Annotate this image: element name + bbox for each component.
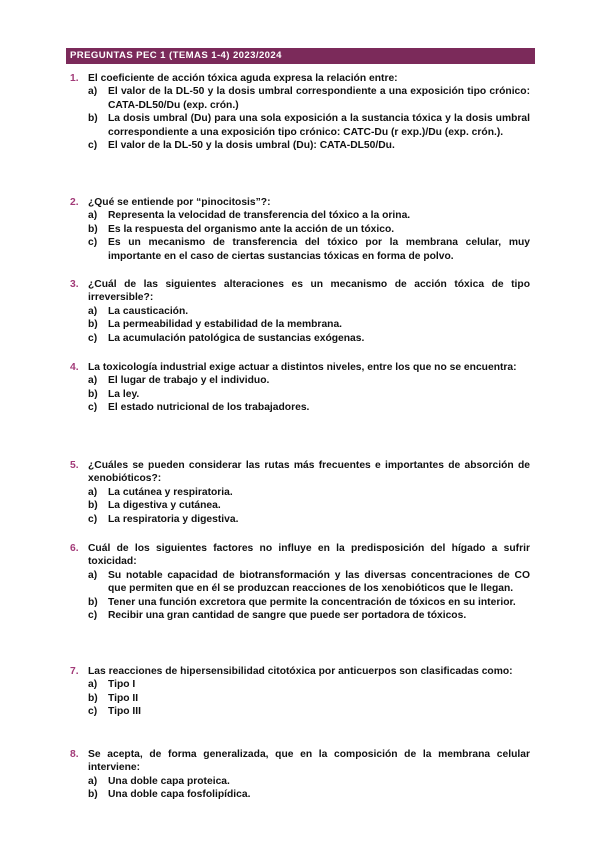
options-list: [66, 85, 530, 152]
options-list: [66, 209, 530, 263]
option-text: La dosis umbral (Du) para una sola exposición a la sustancia tóxica y la dosis umbral correspondiente a una exposición tipo crónico: CATC-Du (r exp.)/Du (exp. crón.).: [108, 113, 530, 138]
option-c: [66, 609, 530, 622]
question-7: [66, 665, 530, 719]
question-stem-row: [66, 72, 530, 85]
option-text: La respiratoria y digestiva.: [108, 513, 239, 525]
option-text: El valor de la DL-50 y la dosis umbral correspondiente a una exposición tipo crónico: CATA-DL50/Du (exp. crón.): [108, 86, 530, 111]
option-text: Representa la velocidad de transferencia del tóxico a la orina.: [108, 210, 411, 222]
option-label: c): [88, 706, 98, 718]
question-text: La toxicología industrial exige actuar a distintos niveles, entre los que no se encuentra:: [88, 362, 517, 373]
option-text: La causticación.: [108, 305, 189, 317]
option-label: b): [88, 223, 98, 235]
option-b: [66, 499, 530, 512]
option-a: [66, 486, 530, 499]
option-a: [66, 209, 530, 222]
option-label: a): [88, 375, 98, 387]
option-text: Es la respuesta del organismo ante la acción de un tóxico.: [108, 223, 395, 235]
question-3: [66, 278, 530, 345]
option-text: La permeabilidad y estabilidad de la membrana.: [108, 319, 343, 331]
question-text: Cuál de los siguientes factores no influye en la predisposición del hígado a sufrir toxicidad:: [88, 543, 530, 568]
option-text: Su notable capacidad de biotransformación y las diversas concentraciones de CO que permiten que en él se produzcan reacciones de los xenobióticos que le llegan.: [108, 569, 530, 595]
option-b: [66, 788, 530, 801]
question-stem-row: [66, 542, 530, 569]
question-number: 1.: [70, 73, 79, 84]
header-bar: [66, 48, 535, 64]
option-b: [66, 318, 530, 331]
question-text: ¿Qué se entiende por “pinocitosis”?:: [88, 197, 271, 208]
option-label: c): [88, 332, 98, 344]
option-label: a): [88, 486, 98, 498]
option-b: [66, 112, 530, 139]
question-text: ¿Cuáles se pueden considerar las rutas más frecuentes e importantes de absorción de xenobióticos?:: [88, 460, 530, 485]
option-label: a): [88, 679, 98, 691]
question-4: [66, 361, 530, 415]
question-number: 4.: [70, 362, 79, 373]
options-list: [66, 374, 530, 414]
question-6: [66, 542, 530, 622]
question-number: 8.: [70, 749, 79, 760]
option-label: b): [88, 596, 98, 608]
question-5: [66, 459, 530, 526]
question-8: [66, 748, 530, 802]
question-stem-row: [66, 278, 530, 305]
option-c: [66, 705, 530, 718]
question-stem-row: [66, 748, 530, 775]
option-label: b): [88, 319, 98, 331]
question-number: 7.: [70, 666, 79, 677]
option-a: [66, 374, 530, 387]
option-label: a): [88, 305, 98, 317]
question-stem-row: [66, 361, 530, 374]
option-text: Tipo I: [108, 679, 136, 691]
question-text: Las reacciones de hipersensibilidad citotóxica por anticuerpos son clasificadas como:: [88, 666, 513, 677]
option-label: b): [88, 789, 98, 801]
question-1: [66, 72, 530, 152]
option-text: Una doble capa proteica.: [108, 775, 230, 787]
options-list: [66, 775, 530, 802]
option-label: b): [88, 113, 98, 125]
options-list: [66, 569, 530, 623]
options-list: [66, 678, 530, 718]
option-b: [66, 388, 530, 401]
option-text: El valor de la DL-50 y la dosis umbral (Du): CATA-DL50/Du.: [108, 140, 395, 152]
option-a: [66, 775, 530, 788]
question-2: [66, 196, 530, 263]
option-text: La cutánea y respiratoria.: [108, 486, 233, 498]
question-text: ¿Cuál de las siguientes alteraciones es un mecanismo de acción tóxica de tipo irreversible?:: [88, 279, 530, 304]
option-c: [66, 236, 530, 263]
question-stem-row: [66, 196, 530, 209]
option-text: Recibir una gran cantidad de sangre que puede ser portadora de tóxicos.: [108, 610, 467, 622]
option-label: c): [88, 610, 98, 622]
option-a: [66, 85, 530, 112]
question-text: El coeficiente de acción tóxica aguda expresa la relación entre:: [88, 73, 398, 84]
question-stem-row: [66, 665, 530, 678]
option-label: a): [88, 210, 98, 222]
options-list: [66, 305, 530, 345]
option-label: b): [88, 388, 98, 400]
options-list: [66, 486, 530, 526]
option-label: a): [88, 569, 98, 581]
question-text: Se acepta, de forma generalizada, que en la composición de la membrana celular interviene:: [88, 749, 530, 774]
option-b: [66, 223, 530, 236]
option-a: [66, 678, 530, 691]
option-text: El estado nutricional de los trabajadores.: [108, 402, 310, 414]
question-number: 3.: [70, 279, 79, 290]
option-c: [66, 401, 530, 414]
option-text: Es un mecanismo de transferencia del tóxico por la membrana celular, muy importante en el caso de ciertas sustancias tóxicas en forma de polvo.: [108, 237, 530, 262]
option-text: Tener una función excretora que permite la concentración de tóxicos en su interior.: [108, 596, 516, 608]
option-label: c): [88, 237, 98, 249]
option-label: a): [88, 775, 98, 787]
question-stem-row: [66, 459, 530, 486]
option-label: c): [88, 140, 98, 152]
page-title: PREGUNTAS PEC 1 (TEMAS 1-4) 2023/2024: [70, 50, 282, 61]
option-text: Una doble capa fosfolipídica.: [108, 789, 251, 801]
option-label: a): [88, 86, 98, 98]
option-text: La acumulación patológica de sustancias exógenas.: [108, 332, 365, 344]
option-text: Tipo II: [108, 692, 139, 704]
option-a: [66, 569, 530, 596]
option-c: [66, 332, 530, 345]
option-c: [66, 139, 530, 152]
option-text: La ley.: [108, 388, 140, 400]
option-text: Tipo III: [108, 706, 141, 718]
option-text: El lugar de trabajo y el individuo.: [108, 375, 270, 387]
option-a: [66, 305, 530, 318]
option-c: [66, 513, 530, 526]
option-label: b): [88, 500, 98, 512]
option-text: La digestiva y cutánea.: [108, 500, 221, 512]
option-b: [66, 692, 530, 705]
question-number: 5.: [70, 460, 79, 471]
option-label: c): [88, 402, 98, 414]
question-number: 2.: [70, 197, 79, 208]
option-b: [66, 596, 530, 609]
question-number: 6.: [70, 543, 79, 554]
option-label: b): [88, 692, 98, 704]
option-label: c): [88, 513, 98, 525]
